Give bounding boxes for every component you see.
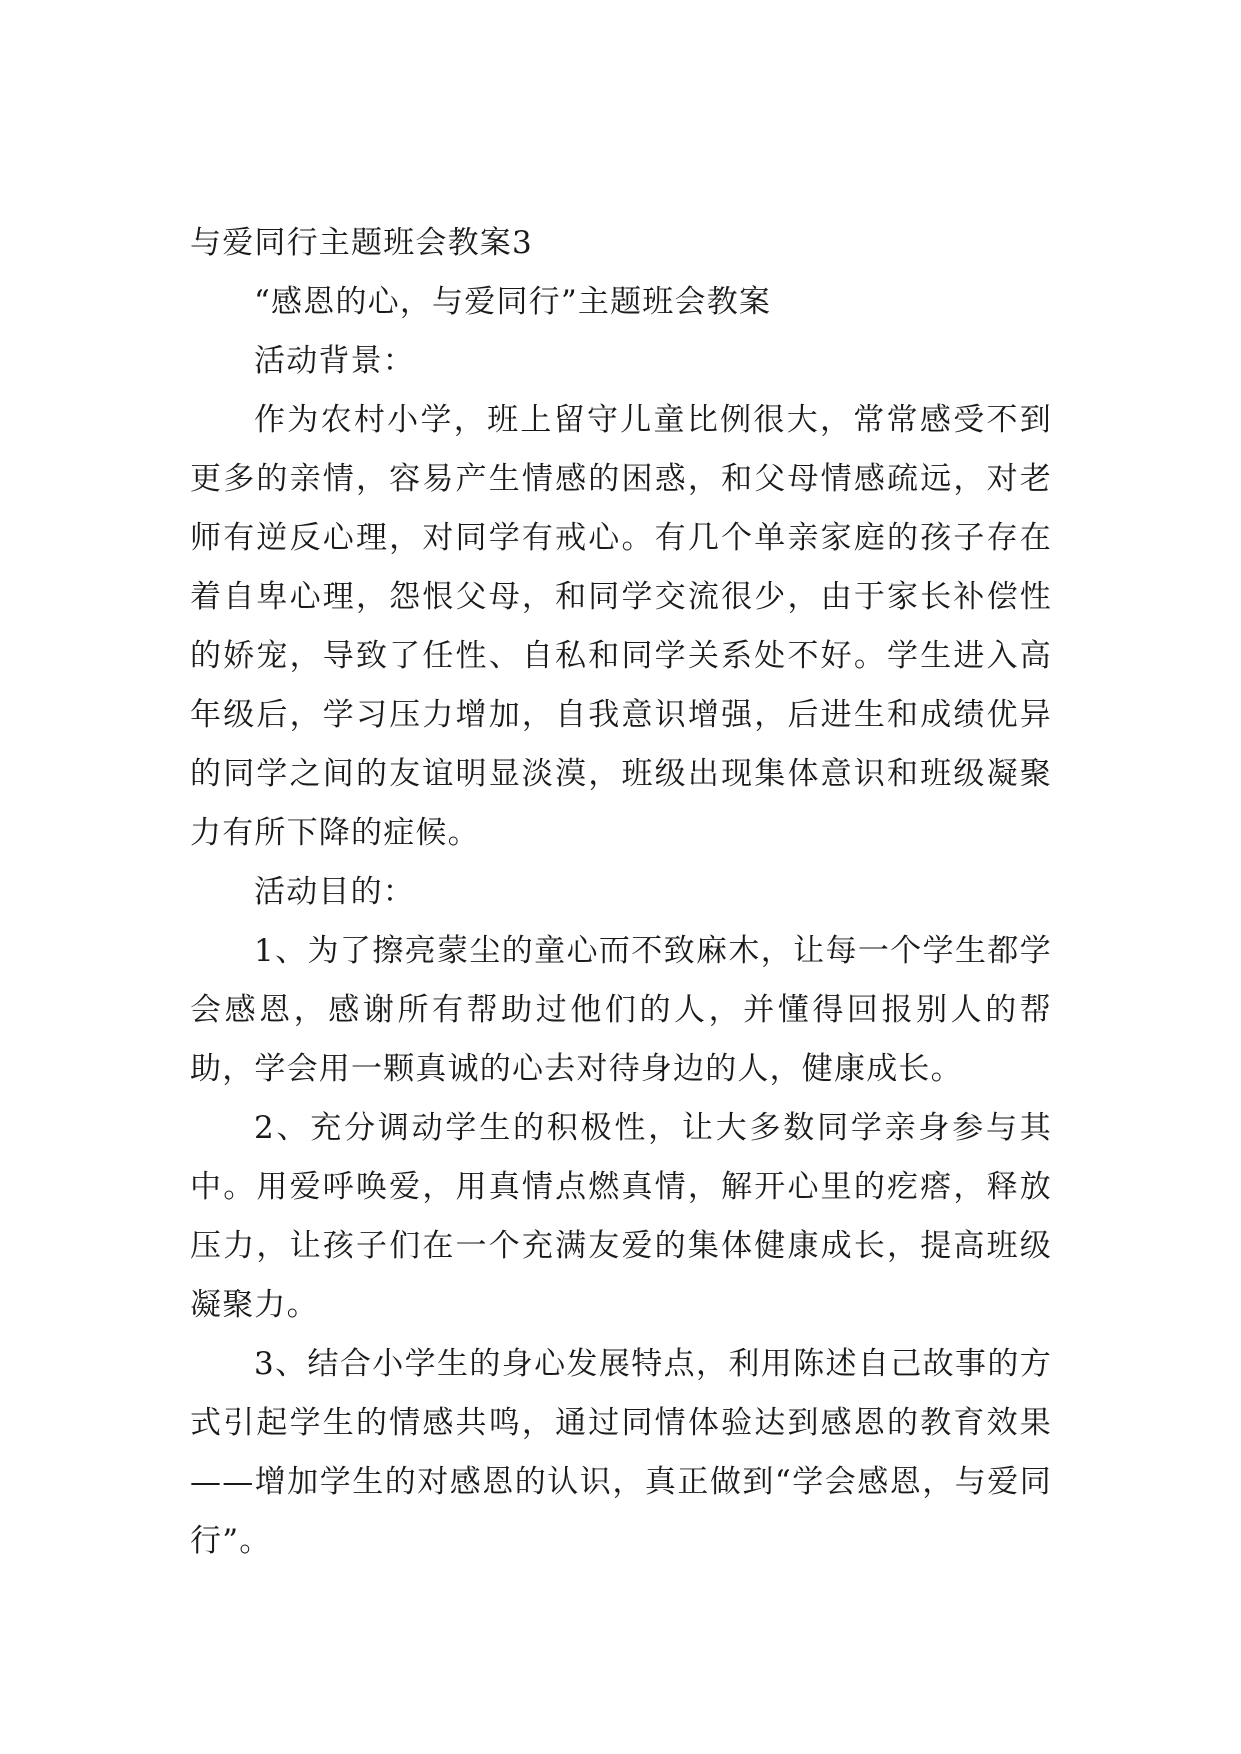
background-label: 活动背景： <box>254 343 415 379</box>
purpose-label: 活动目的： <box>254 874 415 910</box>
purpose-item-3: 3、结合小学生的身心发展特点，利用陈述自己故事的方式引起学生的情感共鸣，通过同情体验达到感恩的教育效果——增加学生的对感恩的认识，真正做到“学会感恩，与爱同行”。 <box>190 1346 1052 1559</box>
document-subtitle: “感恩的心，与爱同行”主题班会教案 <box>254 284 772 320</box>
purpose-item-1: 1、为了擦亮蒙尘的童心而不致麻木，让每一个学生都学会感恩，感谢所有帮助过他们的人，并懂得回报别人的帮助，学会用一颗真诚的心去对待身边的人，健康成长。 <box>190 933 1052 1087</box>
purpose-item-2: 2、充分调动学生的积极性，让大多数同学亲身参与其中。用爱呼唤爱，用真情点燃真情，解开心里的疙瘩，释放压力，让孩子们在一个充满友爱的集体健康成长，提高班级凝聚力。 <box>190 1110 1052 1323</box>
document-heading: 与爱同行主题班会教案3 <box>190 225 533 261</box>
background-paragraph: 作为农村小学，班上留守儿童比例很大，常常感受不到更多的亲情，容易产生情感的困惑，和父母情感疏远，对老师有逆反心理，对同学有戒心。有几个单亲家庭的孩子存在着自卑心理，怨恨父母，和同学交流很少，由于家长补偿性的娇宠，导致了任性、自私和同学关系处不好。学生进入高年级后，学习压力增加，自我意识增强，后进生和成绩优异的同学之间的友谊明显淡漠，班级出现集体意识和班级凝聚力有所下降的症候。 <box>190 402 1052 851</box>
document-body <box>190 214 1052 1571</box>
